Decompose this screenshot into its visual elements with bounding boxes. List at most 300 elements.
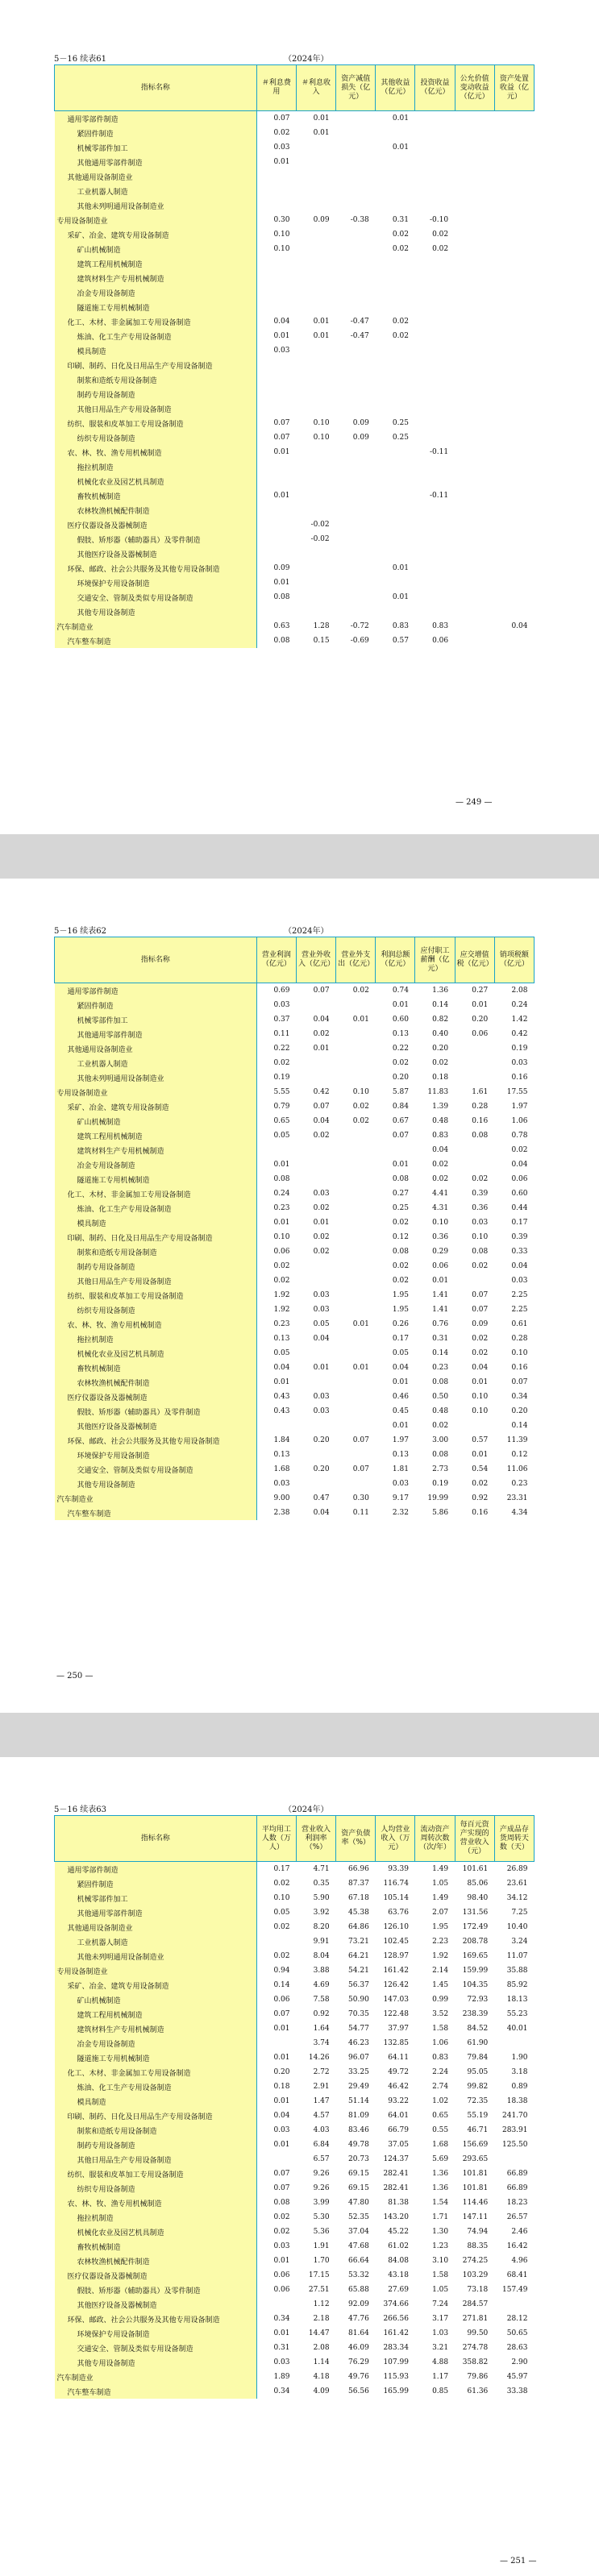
table-cell [296,242,335,256]
table-cell: 0.01 [273,2257,290,2265]
table-cell [494,198,534,213]
table-cell [455,1143,494,1157]
row-label: 畜牧机械制造 [55,2239,257,2254]
table-cell [296,372,335,387]
table-cell: 0.02 [472,1349,489,1357]
table-cell [256,1934,296,1949]
table-cell [415,285,455,300]
table-cell: 0.01 [472,1451,489,1459]
table-row [55,1949,535,1963]
table-row [55,1477,535,1491]
table-cell: 0.01 [352,1364,369,1372]
table-row [55,1876,535,1891]
table-cell [455,561,494,575]
row-label: 通用零部件制造 [55,1862,257,1877]
table-cell: 0.02 [432,245,449,253]
table-row [55,2196,535,2210]
table-cell [494,111,534,127]
table-cell: 0.05 [273,1132,290,1140]
table-cell: 14.47 [308,2329,330,2337]
table-cell: 0.40 [432,1030,449,1038]
row-label: 制药专用设备制造 [55,2138,257,2152]
table-cell: 7.24 [432,2300,449,2308]
table-cell: 0.01 [273,1161,290,1169]
table-cell [494,532,534,546]
table-cell [336,605,376,619]
column-header: 投资收益（亿元） [415,65,455,111]
table-row [55,372,535,387]
table-cell: 0.42 [511,1030,528,1038]
table-cell: 11.07 [506,1952,528,1960]
column-header: 资产处置收益（亿元） [494,65,534,111]
table-cell: 0.08 [392,1248,409,1256]
table-cell: 0.25 [392,434,409,442]
table-cell: 157.49 [502,2286,528,2294]
table-row [55,2007,535,2021]
table-cell [336,517,376,532]
table-cell [415,372,455,387]
table-cell: 358.82 [462,2358,489,2366]
table-cell: 0.35 [313,1880,330,1888]
table-cell: 1.06 [432,2039,449,2047]
table-cell [296,387,335,401]
table-cell: 56.56 [348,2387,369,2395]
table-cell: 0.17 [511,1219,528,1227]
table-cell: 3.18 [511,2068,528,2076]
table-cell: 0.07 [273,2184,290,2192]
table-cell: 37.04 [348,2228,369,2236]
table-cell: 172.49 [462,1923,489,1931]
row-label: 医疗仪器设备及器械制造 [55,2268,257,2283]
table-cell [336,242,376,256]
table-cell: 23.31 [506,1494,528,1502]
table-cell: 73.21 [348,1938,369,1946]
table-cell: -0.72 [350,622,369,630]
table-cell: 0.03 [273,347,290,355]
table-cell: 0.02 [432,231,449,239]
table-cell [415,329,455,343]
table-cell: 282.41 [383,2170,409,2178]
table-cell: 0.83 [392,622,409,630]
table-cell: 61.36 [467,2387,489,2395]
table-cell: 28.12 [506,2315,528,2323]
table-cell: 4.96 [511,2257,528,2265]
table-row [55,227,535,242]
table-cell [296,1259,335,1273]
table-cell: 0.05 [392,1349,409,1357]
table-cell: 0.02 [273,1059,290,1067]
row-label: 机械化农业及园艺机具制造 [55,1346,257,1361]
column-header: 人均营业收入（万元） [376,1816,415,1862]
table-cell [336,474,376,488]
table-cell: 3.52 [432,2010,449,2018]
table-cell: 0.02 [273,1880,290,1888]
table-cell: 87.37 [348,1880,369,1888]
table-cell [256,169,296,184]
table-cell [455,546,494,561]
table-cell: 85.92 [506,1981,528,1989]
table-cell: 1.97 [392,1436,409,1444]
table-row [55,1186,535,1201]
table-cell: 374.66 [383,2300,409,2308]
table-cell [336,1288,376,1303]
table-row [55,169,535,184]
table-cell: 0.02 [273,2228,290,2236]
table-cell [336,445,376,459]
table-cell: 11.06 [506,1465,528,1473]
table-cell [296,358,335,372]
table-cell: 0.20 [432,1045,449,1053]
table-cell: 0.65 [432,2112,449,2120]
table-cell: 0.60 [392,1016,409,1024]
table-row [55,2036,535,2050]
table-cell: 0.06 [511,1175,528,1183]
table-cell [376,358,415,372]
table-cell: 51.14 [348,2097,369,2105]
table-cell: 69.15 [348,2170,369,2178]
table-cell: 0.02 [392,318,409,326]
table-cell: 11.39 [506,1436,528,1444]
table-row [55,2312,535,2326]
table-row [55,1462,535,1477]
table-cell: 0.10 [313,434,330,442]
table-cell: 93.22 [388,2097,409,2105]
table-cell: 47.68 [348,2242,369,2250]
table-row [55,343,535,358]
table-row [55,314,535,329]
table-row [55,1375,535,1390]
row-label: 纺织、服装和皮革加工专用设备制造 [55,2167,257,2181]
table-cell [296,271,335,285]
table-row [55,1448,535,1462]
table-cell: 0.31 [432,1335,449,1343]
row-label: 农、林、牧、渔专用机械制造 [55,445,257,459]
table-cell: 0.83 [432,1132,449,1140]
table-cell [336,1056,376,1070]
table-row [55,503,535,517]
table-cell [336,285,376,300]
table-cell [336,532,376,546]
table-cell [256,358,296,372]
table-cell: 0.10 [273,1894,290,1902]
row-label: 纺织专用设备制造 [55,2181,257,2196]
table-cell [494,271,534,285]
table-cell [455,242,494,256]
table-cell [494,401,534,416]
row-label: 环保、邮政、社会公共服务及其他专用设备制造 [55,561,257,575]
table-row [55,2094,535,2109]
table-cell [494,343,534,358]
table-cell: 0.04 [313,1016,330,1024]
table-cell [296,1477,335,1491]
table-cell: 0.44 [511,1204,528,1212]
table-cell: 0.34 [273,2387,290,2395]
table-cell: 101.81 [462,2170,489,2178]
table-cell: 0.94 [273,1967,290,1975]
table-row [55,532,535,546]
table-row [55,590,535,605]
table-cell [336,1172,376,1186]
table-cell: 0.02 [313,1233,330,1241]
table-cell [376,198,415,213]
table-cell: 0.08 [392,1175,409,1183]
table-cell: 6.57 [313,2155,330,2163]
table-cell [455,169,494,184]
table-cell: 0.13 [392,1451,409,1459]
table-cell: 0.01 [392,1422,409,1430]
table-cell [256,271,296,285]
row-label: 环保、邮政、社会公共服务及其他专用设备制造 [55,1433,257,1448]
table-cell: 47.76 [348,2315,369,2323]
table-cell: 2.91 [313,2083,330,2091]
table-cell: 1.54 [432,2199,449,2207]
table-row [55,401,535,416]
column-header: 营业收入利润率（%） [296,1816,335,1862]
table-cell [376,546,415,561]
table-cell: -0.10 [430,216,449,224]
table-cell: 0.18 [432,1074,449,1082]
row-label: 交通安全、管制及类似专用设备制造 [55,2341,257,2355]
table-cell [415,300,455,314]
row-label: 其他日用品生产专用设备制造 [55,2152,257,2167]
table-cell [336,1027,376,1041]
table-cell [494,329,534,343]
column-header: 资产减值损失（亿元） [336,65,376,111]
table-cell: 2.25 [511,1291,528,1299]
table-cell [296,256,335,271]
table-cell: 0.09 [313,216,330,224]
table-cell: 4.18 [313,2373,330,2381]
table-cell [494,213,534,227]
table-cell [336,1273,376,1288]
table-cell [494,184,534,198]
table-cell [415,184,455,198]
table-cell: 105.14 [383,1894,409,1902]
table-cell: 0.07 [313,987,330,995]
table-cell: 18.38 [506,2097,528,2105]
table-row [55,2210,535,2225]
table-cell: 0.31 [273,2344,290,2352]
table-cell: 0.15 [313,637,330,645]
table-cell [415,271,455,285]
table-cell [455,459,494,474]
table-cell: 83.46 [348,2126,369,2134]
row-label: 拖拉机制造 [55,2210,257,2225]
table-row [55,2181,535,2196]
table-cell [256,459,296,474]
table-cell [296,1143,335,1157]
table-cell: 37.97 [388,2025,409,2033]
row-label: 通用零部件制造 [55,111,257,127]
table-cell: 17.55 [506,1088,528,1096]
table-cell: 9.26 [313,2170,330,2178]
table-cell [494,2297,534,2312]
table-cell: 33.25 [348,2068,369,2076]
table-cell [336,1186,376,1201]
table-row [55,358,535,372]
table-cell [296,184,335,198]
table-cell: 1.14 [313,2358,330,2366]
table-cell [455,1157,494,1172]
table-cell: 0.07 [472,1306,489,1314]
table-cell: 0.65 [273,1117,290,1125]
table-cell [415,169,455,184]
table-cell [415,517,455,532]
table-cell: 84.08 [388,2257,409,2265]
table-cell [336,111,376,127]
table-header-row [55,1816,535,1862]
table-cell: -0.02 [310,535,330,543]
table-cell [336,575,376,590]
table-cell: 0.02 [392,332,409,340]
table-row [55,111,535,127]
table-cell [494,126,534,140]
table-row [55,1070,535,1085]
row-label: 建筑材料生产专用机械制造 [55,1143,257,1157]
table-cell: 0.92 [472,1494,489,1502]
table-cell: 125.50 [502,2141,528,2149]
table-cell [376,271,415,285]
table-cell [494,372,534,387]
column-header-indicator: 指标名称 [55,937,257,983]
table-cell [455,1273,494,1288]
row-label: 其他通用零部件制造 [55,155,257,169]
table-cell: 95.05 [467,2068,489,2076]
table-cell: 1.58 [432,2025,449,2033]
table-cell [376,575,415,590]
table-cell: 8.04 [313,1952,330,1960]
row-label: 冶金专用设备制造 [55,1157,257,1172]
table-cell [455,140,494,155]
table-cell: 283.34 [383,2344,409,2352]
table-cell: 0.02 [313,1204,330,1212]
table-cell: 0.02 [273,1923,290,1931]
table-cell [296,1070,335,1085]
table-cell [296,474,335,488]
table-cell: 0.06 [273,1996,290,2004]
table-cell [455,1419,494,1433]
row-label: 汽车制造业 [55,619,257,634]
table-cell: 0.01 [392,1161,409,1169]
table-cell: 5.69 [432,2155,449,2163]
table-cell [415,575,455,590]
table-cell: 0.01 [273,448,290,456]
table-cell [296,590,335,605]
table-cell: -0.47 [350,332,369,340]
table-cell [296,998,335,1012]
table-cell: 0.10 [352,1088,369,1096]
table-cell: -0.69 [350,637,369,645]
table-cell: 3.24 [511,1938,528,1946]
table-cell: 0.01 [392,564,409,572]
table-cell: 55.19 [467,2112,489,2120]
table-row [55,634,535,648]
table-cell: 35.88 [506,1967,528,1975]
table-cell: 0.02 [352,1117,369,1125]
row-label: 炼油、化工生产专用设备制造 [55,2079,257,2094]
table-cell: 128.97 [383,1952,409,1960]
table-cell [494,546,534,561]
table-cell: 1.92 [273,1306,290,1314]
table-row [55,2268,535,2283]
table-cell [415,416,455,430]
table-row [55,2326,535,2341]
row-label: 机械零部件加工 [55,1891,257,1905]
table-cell [256,2152,296,2167]
table-cell [336,998,376,1012]
table-cell [455,227,494,242]
table-cell [336,1419,376,1433]
table-cell: 45.22 [388,2228,409,2236]
page-number: — 249 — [455,798,493,807]
table-cell: 70.35 [348,2010,369,2018]
table-cell: 0.20 [313,1436,330,1444]
table-cell [296,1346,335,1361]
row-label: 医疗仪器设备及器械制造 [55,517,257,532]
table-row [55,1215,535,1230]
table-row [55,155,535,169]
table-cell: 0.27 [392,1190,409,1198]
table-cell: 0.03 [313,1306,330,1314]
table-cell: 1.68 [432,2141,449,2149]
table-cell: 2.46 [511,2228,528,2236]
table-cell: 124.37 [383,2155,409,2163]
table-cell [455,1056,494,1070]
table-cell: 1.91 [313,2242,330,2250]
table-cell [455,619,494,634]
table-row [55,2167,535,2181]
table-cell: 0.08 [273,1175,290,1183]
table-row [55,983,535,999]
table-cell: 9.17 [392,1494,409,1502]
row-label: 其他医疗设备及器械制造 [55,2297,257,2312]
row-label: 制浆和造纸专用设备制造 [55,372,257,387]
row-label: 纺织专用设备制造 [55,1303,257,1317]
table-cell: 0.17 [392,1335,409,1343]
table-cell: -0.11 [430,448,449,456]
table-cell: 66.79 [388,2126,409,2134]
table-cell [336,358,376,372]
table-cell: 0.03 [511,1277,528,1285]
table-row [55,2109,535,2123]
table-cell: 66.89 [506,2184,528,2192]
table-row [55,488,535,503]
table-cell: 0.12 [392,1233,409,1241]
table-cell [415,532,455,546]
table-cell: 208.78 [462,1938,489,1946]
table-cell: 0.01 [273,158,290,166]
table-row [55,1404,535,1419]
table-cell: 2.08 [313,2344,330,2352]
table-cell: 107.99 [383,2358,409,2366]
table-cell: 26.89 [506,1865,528,1873]
table-cell: 67.18 [348,1894,369,1902]
data-table [54,937,535,1520]
table-cell: 101.61 [462,1865,489,1873]
table-row [55,213,535,227]
table-cell: 0.14 [511,1422,528,1430]
row-label: 纺织、服装和皮革加工专用设备制造 [55,1288,257,1303]
column-header: 每百元资产实现的营业收入（元） [455,1816,494,1862]
table-year: （2024年） [284,55,329,64]
row-label: 制药专用设备制造 [55,387,257,401]
table-cell: 74.94 [467,2228,489,2236]
row-label: 汽车整车制造 [55,1506,257,1520]
table-cell: 4.03 [313,2126,330,2134]
table-cell: 1.02 [432,2097,449,2105]
table-cell: 0.02 [273,1277,290,1285]
row-label: 冶金专用设备制造 [55,2036,257,2050]
